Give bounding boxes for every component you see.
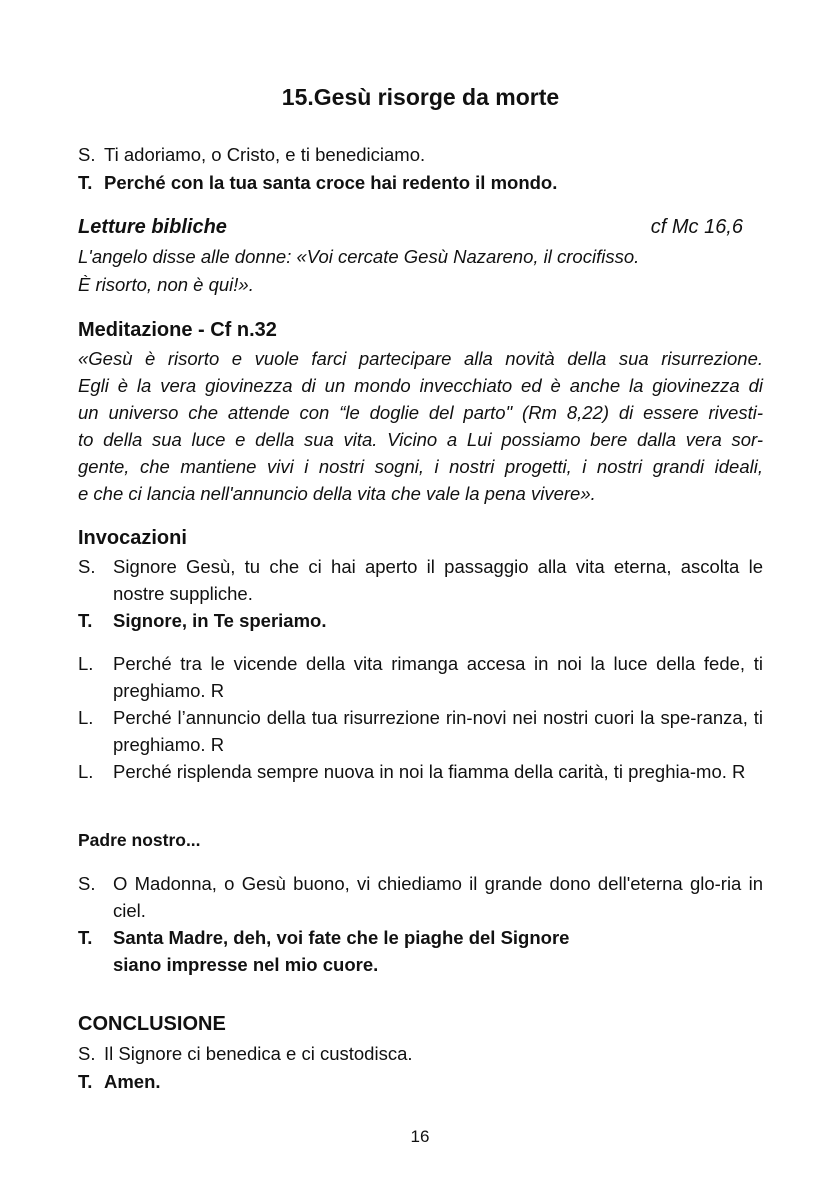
page-title: 15.Gesù risorge da morte bbox=[281, 84, 560, 110]
role-label: T. bbox=[78, 610, 93, 631]
role-label: S. bbox=[78, 556, 96, 577]
prayer-t-line: Santa Madre, deh, voi fate che le piaghe del Signore bbox=[113, 927, 570, 948]
our-father-label: Padre nostro... bbox=[78, 830, 201, 850]
role-label: T. bbox=[78, 927, 93, 948]
invocation-text: Signore Gesù, tu che ci hai aperto il passaggio alla vita eterna, ascolta le nostre suppliche. bbox=[113, 556, 763, 604]
invocation-item bbox=[78, 607, 763, 634]
meditation-line: e che ci lancia nell'annuncio della vita che vale la pena vivere». bbox=[78, 483, 596, 504]
invocation-text: Signore, in Te speriamo. bbox=[113, 610, 327, 631]
role-label: T. bbox=[78, 172, 93, 193]
role-label: L. bbox=[78, 653, 94, 674]
conclusion-s-text: Il Signore ci benedica e ci custodisca. bbox=[104, 1043, 413, 1064]
conclusion-s-line bbox=[78, 1040, 413, 1067]
opening-s-text: Ti adoriamo, o Cristo, e ti benediciamo. bbox=[104, 144, 426, 165]
conclusion-t-line bbox=[78, 1068, 161, 1095]
meditation-line: un universo che attende con “le doglie del parto" (Rm 8,22) di essere rivesti- bbox=[78, 402, 763, 423]
meditation-line: Egli è la vera giovinezza di un mondo invecchiato ed è anche la giovinezza di bbox=[78, 375, 763, 396]
opening-t-text: Perché con la tua santa croce hai redento il mondo. bbox=[104, 172, 558, 193]
role-label: L. bbox=[78, 707, 94, 728]
page-number: 16 bbox=[410, 1127, 430, 1146]
invocation-text: Perché l’annuncio della tua risurrezione rin-novi nei nostri cuori la spe-ranza, ti preghiamo. R bbox=[113, 707, 763, 755]
prayer-t-line: siano impresse nel mio cuore. bbox=[113, 954, 379, 975]
role-label: S. bbox=[78, 1043, 96, 1064]
role-label: T. bbox=[78, 1071, 93, 1092]
readings-line: L'angelo disse alle donne: «Voi cercate Gesù Nazareno, il crocifisso. bbox=[78, 246, 640, 267]
opening-t-line bbox=[78, 169, 557, 196]
meditation-heading: Meditazione - Cf n.32 bbox=[78, 319, 277, 341]
meditation-text bbox=[78, 345, 763, 507]
conclusion-t-text: Amen. bbox=[104, 1071, 161, 1092]
conclusion-heading: CONCLUSIONE bbox=[78, 1013, 226, 1035]
meditation-line: «Gesù è risorto e vuole farci partecipare alla novità della sua risurrezione. bbox=[78, 348, 763, 369]
role-label: S. bbox=[78, 873, 96, 894]
readings-reference: cf Mc 16,6 bbox=[650, 216, 743, 238]
invocation-text: Perché risplenda sempre nuova in noi la fiamma della carità, ti preghia-mo. R bbox=[113, 761, 746, 782]
prayer-s-item bbox=[78, 870, 763, 924]
role-label: S. bbox=[78, 144, 96, 165]
invocations-heading: Invocazioni bbox=[78, 527, 187, 549]
prayer-t-text bbox=[113, 924, 763, 978]
readings-heading: Letture bibliche bbox=[78, 216, 227, 238]
prayer-t-item bbox=[78, 924, 763, 978]
opening-s-line bbox=[78, 141, 425, 168]
invocation-item bbox=[78, 553, 763, 607]
prayer-s-text: O Madonna, o Gesù buono, vi chiediamo il grande dono dell'eterna glo-ria in ciel. bbox=[113, 873, 763, 921]
meditation-line: gente, che mantiene vivi i nostri sogni, i nostri progetti, i nostri grandi ideali, bbox=[78, 456, 763, 477]
meditation-line: to della sua luce e della sua vita. Vicino a Lui possiamo bere dalla vera sor- bbox=[78, 429, 763, 450]
invocation-text: Perché tra le vicende della vita rimanga accesa in noi la luce della fede, ti preghiamo. R bbox=[113, 653, 763, 701]
invocation-item bbox=[78, 758, 763, 785]
invocation-item bbox=[78, 650, 763, 704]
role-label: L. bbox=[78, 761, 94, 782]
readings-line: È risorto, non è qui!». bbox=[78, 274, 254, 295]
invocation-item bbox=[78, 704, 763, 758]
